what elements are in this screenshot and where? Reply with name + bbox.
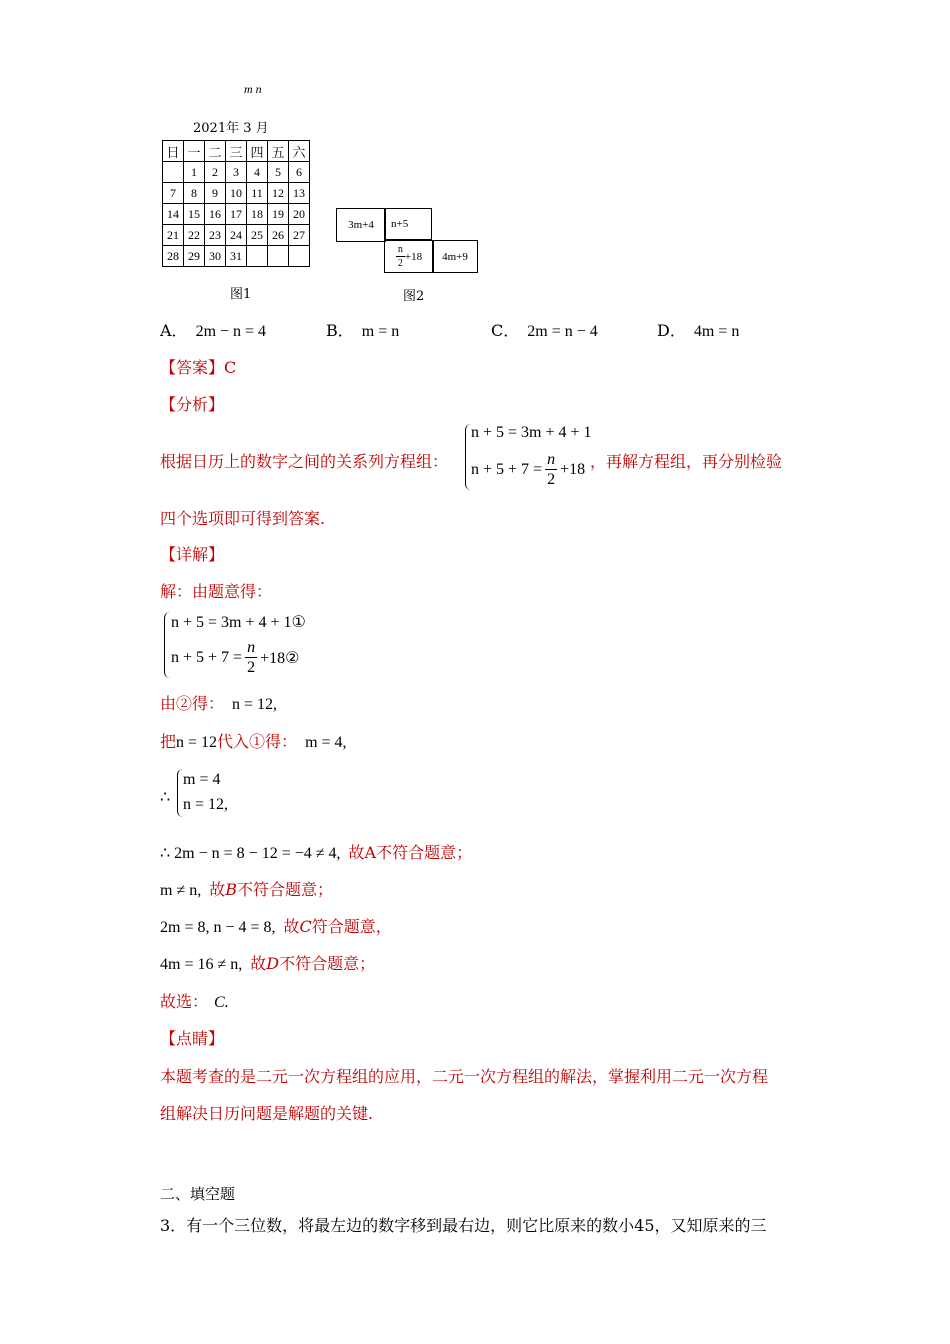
detail-step2: 把n = 12代入①得： m = 4, [160,732,347,751]
calendar-day-cell: 22 [184,225,205,246]
question-3-text: 3．有一个三位数，将最左边的数字移到最右边，则它比原来的数小45，又知原来的三 [160,1216,767,1235]
calendar-header-cell: 三 [226,141,247,162]
analysis-lead: 根据日历上的数字之间的关系列方程组： [160,452,449,471]
fragment-text: m n [244,82,262,96]
option-c: C． 2m = n − 4 [491,321,598,340]
calendar-day-cell: 30 [205,246,226,267]
calendar-day-cell: 15 [184,204,205,225]
calendar-day-cell: 19 [268,204,289,225]
calendar-day-cell: 1 [184,162,205,183]
calendar-header-cell: 四 [247,141,268,162]
detail-check-a: ∴ 2m − n = 8 − 12 = −4 ≠ 4, 故A不符合题意； [160,843,473,862]
calendar-day-cell: 14 [163,204,184,225]
calendar-day-cell: 10 [226,183,247,204]
comment-line1: 本题考查的是二元一次方程组的应用，二元一次方程组的解法，掌握利用二元一次方程 [160,1067,769,1086]
calendar-day-cell: 27 [289,225,310,246]
detail-sys-eq2: n + 5 + 7 = $\frac{n}{2}$ +18② [171,639,300,676]
detail-choose: 故选： C. [160,992,229,1011]
calendar-day-cell: 25 [247,225,268,246]
answer-line: 【答案】C [160,358,237,377]
option-b: B． m = n [326,321,400,340]
calendar-day-cell [247,246,268,267]
calendar-day-cell: 20 [289,204,310,225]
calendar-day-cell [289,246,310,267]
detail-check-c: 2m = 8, n − 4 = 8, 故C符合题意， [160,917,392,936]
calendar-day-cell: 7 [163,183,184,204]
figure1-caption: 图1 [230,287,252,302]
calendar-title: 2021年 3 月 [193,121,269,136]
calendar-day-cell: 31 [226,246,247,267]
calendar-header-cell: 日 [163,141,184,162]
detail-therefore: ∴ [160,789,171,806]
analysis-tail: ，再解方程组，再分别检验 [590,452,783,471]
analysis-tag: 【分析】 [160,395,225,414]
analysis-eq2: n + 5 + 7 = $\frac{n}{2}$ +18 [471,451,586,488]
calendar-day-cell: 5 [268,162,289,183]
figure2-caption: 图2 [403,289,425,304]
comment-line2: 组解决日历问题是解题的关键. [160,1104,374,1123]
calendar-day-cell [163,162,184,183]
figure2-cell-c: $\frac{n}{2}$ +18 [384,240,434,273]
calendar-day-cell: 13 [289,183,310,204]
figure2-cell-d: 4m+9 [432,240,478,273]
detail-intro: 解：由题意得： [160,582,273,601]
calendar-day-cell: 6 [289,162,310,183]
section-heading: 二、填空题 [160,1185,236,1203]
calendar-day-cell: 17 [226,204,247,225]
calendar-day-cell: 16 [205,204,226,225]
calendar-figure [162,140,310,267]
comment-tag: 【点睛】 [160,1029,225,1048]
calendar-day-cell: 9 [205,183,226,204]
calendar-header-cell: 六 [289,141,310,162]
option-d: D． 4m = n [657,321,740,340]
calendar-day-cell [268,246,289,267]
calendar-header-cell: 一 [184,141,205,162]
calendar-day-cell: 21 [163,225,184,246]
calendar-day-cell: 11 [247,183,268,204]
option-a: A． 2m − n = 4 [160,321,267,340]
calendar-day-cell: 29 [184,246,205,267]
calendar-day-cell: 8 [184,183,205,204]
calendar-day-cell: 23 [205,225,226,246]
calendar-header-cell: 二 [205,141,226,162]
analysis-eq1: n + 5 = 3m + 4 + 1 [471,424,592,441]
detail-check-d: 4m = 16 ≠ n, 故D不符合题意； [160,954,376,973]
calendar-header-cell: 五 [268,141,289,162]
calendar-day-cell: 3 [226,162,247,183]
calendar-day-cell: 2 [205,162,226,183]
calendar-day-cell: 4 [247,162,268,183]
detail-sys-eq1: n + 5 = 3m + 4 + 1① [171,614,306,631]
figure2-cell-b: n+5 [384,208,432,240]
calendar-day-cell: 24 [226,225,247,246]
detail-check-b: m ≠ n, 故B不符合题意； [160,880,334,899]
calendar-day-cell: 12 [268,183,289,204]
analysis-line2: 四个选项即可得到答案. [160,509,326,528]
detail-system-brace [164,612,171,678]
detail-step1: 由②得： n = 12, [160,694,278,713]
calendar-day-cell: 18 [247,204,268,225]
detail-result-n: n = 12, [183,796,229,813]
detail-tag: 【详解】 [160,545,225,564]
calendar-day-cell: 28 [163,246,184,267]
figure2-cell-a: 3m+4 [336,208,386,242]
detail-result-m: m = 4 [183,771,221,788]
calendar-day-cell: 26 [268,225,289,246]
